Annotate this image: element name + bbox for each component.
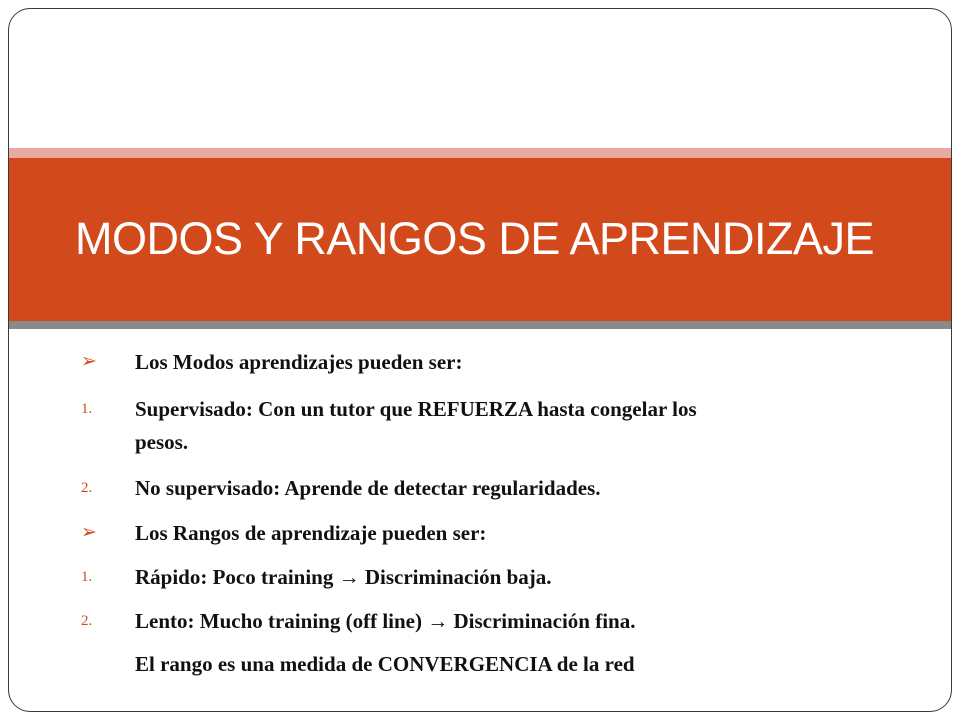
list-item-text: Rápido: Poco training → Discriminación baja. [135, 565, 552, 589]
list-item-text: Lento: Mucho training (off line) → Discriminación fina. [135, 609, 636, 633]
arrow-bullet-icon: ➢ [81, 351, 97, 372]
list-item-text: No supervisado: Aprende de detectar regularidades. [135, 476, 601, 500]
list-item-text: Los Rangos de aprendizaje pueden ser: [135, 521, 487, 545]
list-number: 1. [81, 401, 93, 417]
list-item-text: Los Modos aprendizajes pueden ser: [135, 350, 463, 374]
list-item-text: Supervisado: Con un tutor que REFUERZA hasta congelar los [135, 397, 697, 421]
slide-title: MODOS Y RANGOS DE APRENDIZAJE [75, 213, 875, 264]
list-number: 2. [81, 613, 93, 629]
slide-body [81, 9, 911, 711]
list-item-text: pesos. [135, 430, 189, 454]
arrow-bullet-icon: ➢ [81, 522, 97, 543]
list-number: 2. [81, 480, 93, 496]
list-number: 1. [81, 569, 93, 585]
slide-frame [8, 8, 952, 712]
list-item-text: El rango es una medida de CONVERGENCIA de la red [135, 652, 635, 676]
